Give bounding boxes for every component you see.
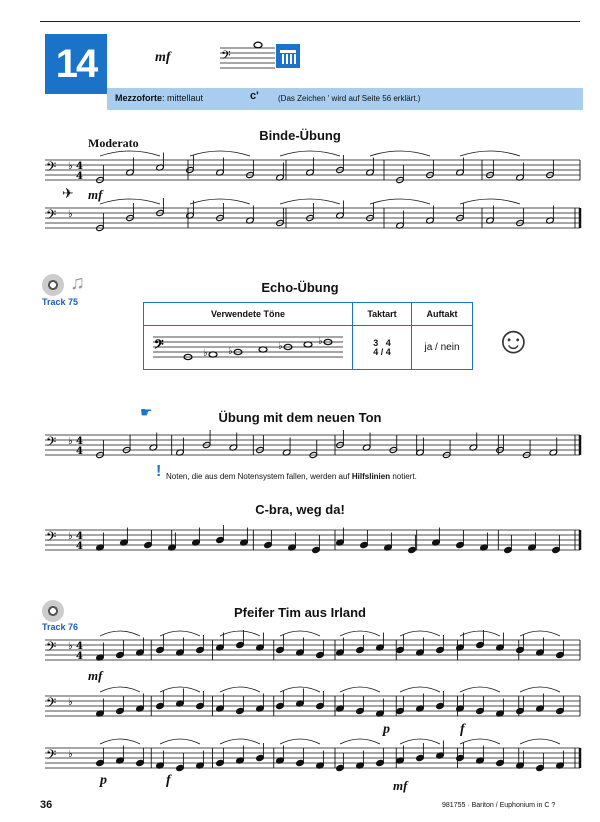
pfeifer-dynamic-p: p <box>383 722 390 737</box>
staff-binde-1 <box>40 150 585 200</box>
pfeifer-dynamic-f: f <box>460 722 465 737</box>
svg-text:♭: ♭ <box>318 335 323 347</box>
tempo-marking: Moderato <box>88 136 139 150</box>
note-name: c' <box>250 90 259 102</box>
section-title-echo: Echo-Übung <box>261 280 339 295</box>
echo-col-pickup: Auftakt <box>412 303 473 326</box>
euphonium-icon: ♫ <box>70 272 85 294</box>
svg-text:♭: ♭ <box>203 347 208 359</box>
top-rule <box>40 21 580 22</box>
svg-text:♭: ♭ <box>68 209 73 220</box>
new-note-staff <box>210 40 310 80</box>
svg-text:♭: ♭ <box>228 345 233 357</box>
lesson-number-box <box>45 34 107 94</box>
track-76-label: Track 76 <box>42 622 79 632</box>
svg-text:𝄢: 𝄢 <box>46 695 57 714</box>
note-hint: (Das Zeichen ' wird auf Seite 56 erklärt.) <box>278 94 421 103</box>
svg-text:𝄢: 𝄢 <box>46 639 57 658</box>
pfeifer-dynamic-mf: mf <box>88 668 103 683</box>
svg-text:4: 4 <box>76 446 83 457</box>
pfeifer-dynamic-p2: p <box>100 773 107 788</box>
svg-text:4: 4 <box>76 171 83 182</box>
staff-binde-2 <box>40 198 585 248</box>
airplane-icon: ✈ <box>62 185 74 201</box>
svg-text:♭: ♭ <box>68 161 73 172</box>
echo-col-meter: Taktart <box>353 303 412 326</box>
echo-pickup-cell: ja / nein <box>412 326 473 370</box>
svg-text:𝄢: 𝄢 <box>46 529 57 548</box>
svg-text:4: 4 <box>76 651 83 662</box>
exclamation-icon: ! <box>156 463 162 480</box>
svg-text:𝄢: 𝄢 <box>154 336 164 355</box>
pfeifer-dynamic-f2: f <box>166 773 171 788</box>
svg-text:♭: ♭ <box>278 340 283 352</box>
meter1-bottom: 4 <box>373 346 379 357</box>
pointing-hand-icon: ☛ <box>140 404 153 420</box>
svg-text:4: 4 <box>76 436 83 447</box>
ledger-note-pre: Noten, die aus dem Notensystem fallen, werden auf <box>166 472 352 481</box>
lesson-number: 14 <box>55 41 97 86</box>
echo-tones-cell <box>144 326 353 370</box>
page-number: 36 <box>40 799 53 811</box>
section-title-pfeifer: Pfeifer Tim aus Irland <box>234 605 366 620</box>
svg-text:♭: ♭ <box>68 697 73 708</box>
meter2-bottom: 4 <box>385 346 391 357</box>
section-title-cbra: C-bra, weg da! <box>255 502 345 517</box>
meter2-top: 4 <box>385 337 391 348</box>
staff-cbra <box>40 520 585 570</box>
mezzo-meaning: : mittellaut <box>162 93 204 103</box>
staff-pfeifer-3 <box>40 738 585 788</box>
meter-separator: / <box>380 346 384 357</box>
echo-table <box>143 302 473 370</box>
svg-text:4: 4 <box>76 541 83 552</box>
ledger-line-note <box>166 472 417 481</box>
svg-text:4: 4 <box>76 641 83 652</box>
section-title-neuer-ton: Übung mit dem neuen Ton <box>218 410 382 425</box>
svg-text:4: 4 <box>76 531 83 542</box>
svg-text:4: 4 <box>76 161 83 172</box>
pfeifer-dynamic-mf2: mf <box>393 778 408 793</box>
lesson-dynamic: mf <box>155 50 171 65</box>
svg-text:𝄢: 𝄢 <box>221 48 231 66</box>
imprint: 981755 · Bariton / Euphonium in C ? <box>442 802 556 809</box>
staff-pfeifer-1 <box>40 630 585 680</box>
echo-col-tones: Verwendete Töne <box>144 303 353 326</box>
binde-dynamic: mf <box>88 187 103 202</box>
echo-tones-staff <box>148 327 348 367</box>
ledger-note-post: notiert. <box>390 472 417 481</box>
svg-text:♭: ♭ <box>68 531 73 542</box>
echo-meter-cell <box>353 326 412 370</box>
svg-text:♭: ♭ <box>68 749 73 760</box>
track-75-label: Track 75 <box>42 297 79 307</box>
section-title-binde: Binde-Übung <box>259 128 341 143</box>
staff-neuer-ton <box>40 425 585 475</box>
cartoon-figure-icon: ☺ <box>494 320 533 362</box>
staff-pfeifer-2 <box>40 686 585 736</box>
ledger-note-bold: Hilfslinien <box>351 472 391 481</box>
svg-text:𝄢: 𝄢 <box>46 747 57 766</box>
mezzo-label: Mezzoforte <box>115 93 162 103</box>
svg-text:𝄢: 𝄢 <box>46 159 57 178</box>
svg-text:♭: ♭ <box>68 641 73 652</box>
svg-text:♭: ♭ <box>68 436 73 447</box>
mezzoforte-explanation <box>115 93 203 103</box>
meter1-top: 3 <box>373 337 379 348</box>
svg-text:𝄢: 𝄢 <box>46 434 57 453</box>
svg-text:𝄢: 𝄢 <box>46 207 57 226</box>
